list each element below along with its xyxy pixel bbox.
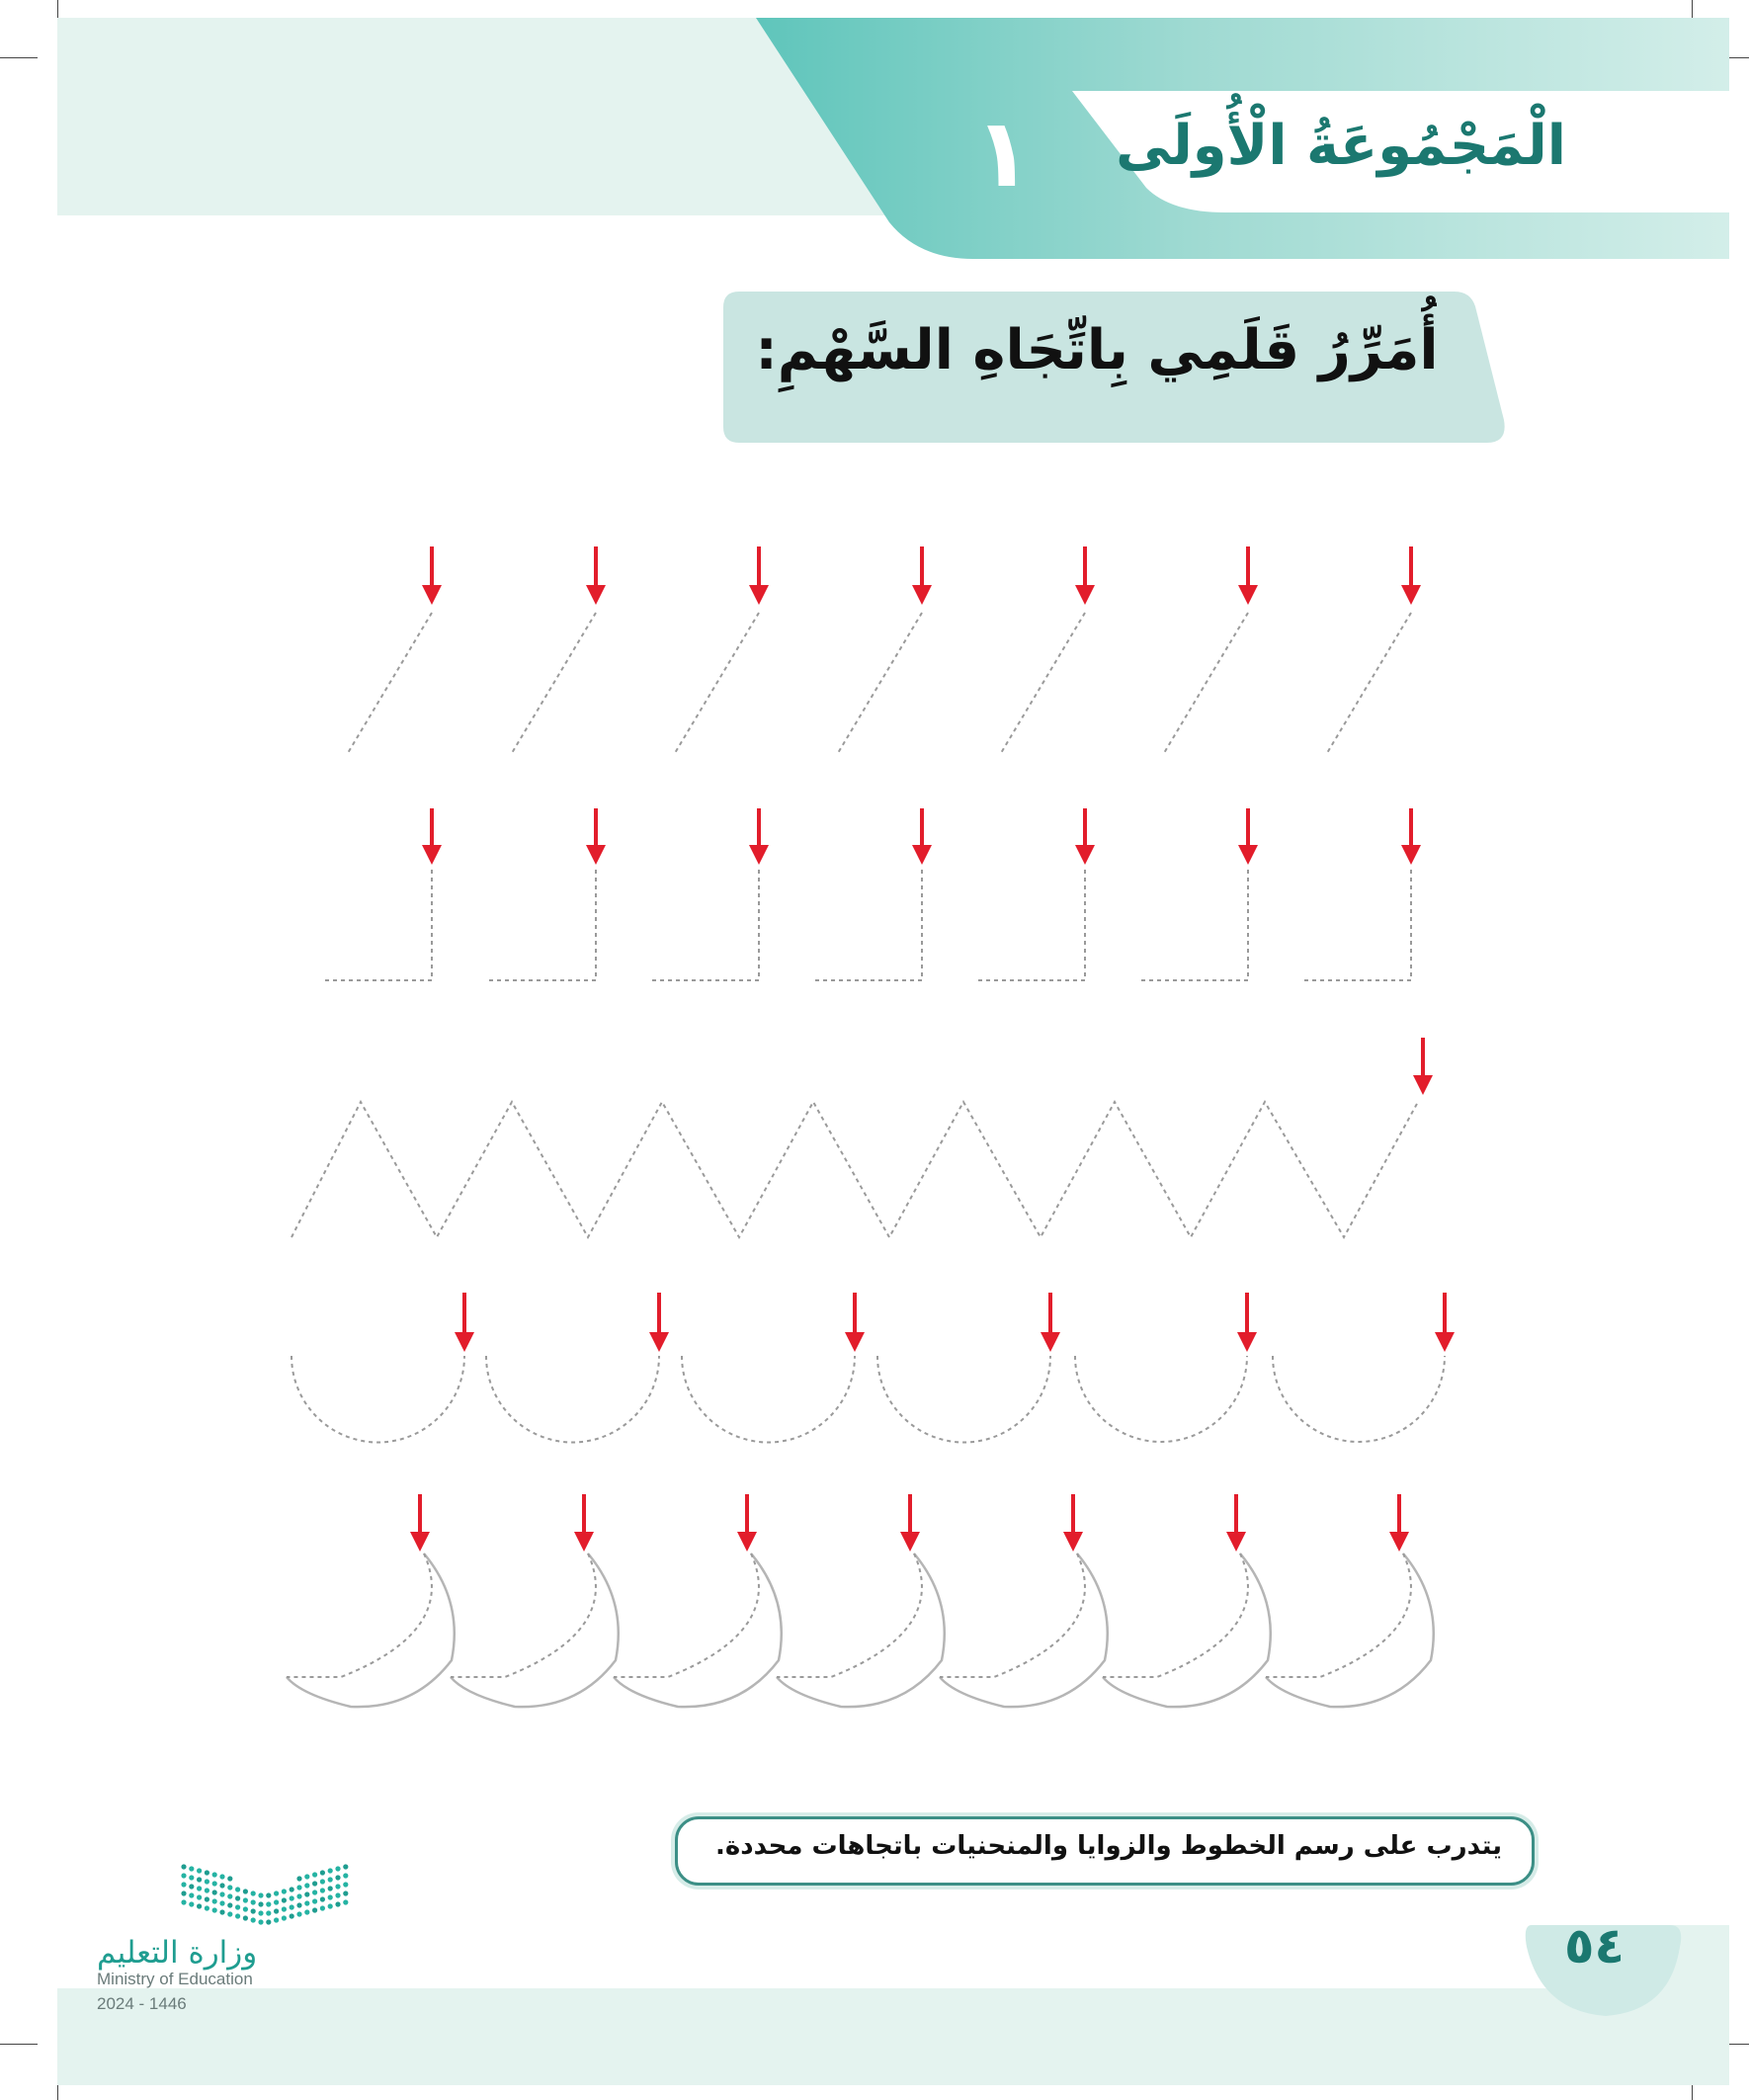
logo-dot [296,1885,301,1890]
arrow-down-icon [912,585,932,605]
logo-dot [181,1890,186,1895]
logo-dot [320,1896,325,1901]
logo-dot [343,1864,348,1869]
logo-dot [296,1893,301,1898]
logo-dot [243,1897,248,1902]
logo-dot [312,1890,317,1894]
dotted-trace-line [940,1554,1085,1677]
logo-dot [266,1910,271,1915]
logo-dot [274,1899,279,1904]
arrow-down-icon [912,845,932,865]
arrow-down-icon [649,1332,669,1352]
logo-dot [197,1877,202,1882]
logo-dot [212,1898,217,1903]
crescent-outline [287,1554,455,1707]
logo-dot [312,1872,317,1877]
logo-dot [320,1905,325,1910]
arrow-down-icon [737,1532,757,1552]
dotted-trace-line [323,870,432,980]
arrow-down-icon [422,585,442,605]
logo-dot [235,1913,240,1918]
crescent-outline [777,1554,945,1707]
logo-dot [296,1911,301,1916]
arrow-down-icon [900,1532,920,1552]
logo-dot [335,1892,340,1897]
logo-dot [335,1901,340,1906]
logo-dot [243,1906,248,1911]
arrow-down-icon [1075,845,1095,865]
logo-dot [296,1876,301,1881]
logo-dot [343,1890,348,1895]
dotted-trace-line [976,870,1085,980]
logo-dot [258,1919,263,1924]
arrow-down-icon [845,1332,865,1352]
dotted-trace-line [1164,613,1248,753]
logo-dot [328,1886,333,1890]
logo-dot [290,1913,294,1918]
logo-dot [282,1915,287,1920]
dotted-trace-line [487,870,596,980]
logo-dot [304,1874,309,1879]
logo-dot [219,1874,224,1879]
crescent-outline [451,1554,619,1707]
logo-dot [181,1899,186,1904]
logo-dot [189,1892,194,1897]
logo-dot [219,1891,224,1896]
dotted-trace-line [1302,870,1411,980]
logo-dot [290,1904,294,1909]
ministry-logo-icon [178,1858,356,1932]
dotted-trace-line [1273,1356,1445,1442]
logo-dot [258,1910,263,1915]
dotted-trace-line [292,1356,464,1443]
logo-dot [205,1870,209,1875]
objective-box [675,1816,1535,1886]
logo-dot [290,1895,294,1900]
logo-dot [227,1911,232,1916]
logo-dot [251,1890,256,1895]
logo-dot [258,1892,263,1897]
logo-dot [219,1883,224,1888]
arrow-down-icon [1226,1532,1246,1552]
dotted-trace-line [675,613,759,753]
dotted-trace-line [287,1554,432,1677]
logo-dot [320,1870,325,1875]
logo-dot [205,1896,209,1901]
logo-dot [243,1915,248,1920]
arrow-down-icon [1063,1532,1083,1552]
page-number: ٥٤ [1563,1917,1625,1974]
dotted-trace-line [877,1356,1050,1443]
logo-dot [258,1901,263,1906]
logo-dot [328,1868,333,1873]
dotted-trace-line [451,1554,596,1677]
logo-dot [227,1902,232,1907]
logo-dot [235,1887,240,1891]
logo-dot [320,1879,325,1884]
arrow-down-icon [1389,1532,1409,1552]
objective-text: يتدرب على رسم الخطوط والزوايا والمنحنيات باتجاهات محددة. [715,1831,1502,1861]
logo-dot [219,1909,224,1914]
logo-dot [312,1907,317,1912]
logo-dot [212,1872,217,1877]
arrow-down-icon [1041,1332,1060,1352]
logo-dot [212,1907,217,1912]
dotted-trace-line [650,870,759,980]
dotted-trace-line [1139,870,1248,980]
arrow-down-icon [1238,845,1258,865]
arrow-down-icon [586,585,606,605]
logo-dot [328,1894,333,1899]
logo-dot [274,1917,279,1922]
crescent-outline [614,1554,782,1707]
logo-dot [296,1902,301,1907]
logo-dot [227,1885,232,1890]
arrow-down-icon [586,845,606,865]
logo-dot [320,1888,325,1892]
logo-dot [235,1895,240,1900]
logo-dot [243,1889,248,1893]
dotted-trace-line [813,870,922,980]
dotted-trace-line [348,613,432,753]
arrow-down-icon [1401,585,1421,605]
logo-dot [343,1873,348,1878]
logo-dot [266,1892,271,1897]
arrow-down-icon [1413,1075,1433,1095]
logo-dot [266,1901,271,1906]
logo-dot [251,1908,256,1913]
edition-year: 2024 - 1446 [97,1994,187,2013]
logo-dot [343,1882,348,1887]
logo-dot [290,1887,294,1891]
logo-dot [181,1864,186,1869]
logo-dot [189,1884,194,1889]
logo-dot [205,1879,209,1884]
dotted-trace-line [292,1102,1418,1237]
dotted-trace-line [1075,1356,1247,1442]
logo-dot [335,1884,340,1889]
dotted-trace-line [838,613,922,753]
dotted-trace-line [486,1356,659,1443]
logo-dot [312,1898,317,1903]
logo-dot [343,1899,348,1904]
dotted-trace-line [777,1554,922,1677]
arrow-down-icon [1237,1332,1257,1352]
arrow-down-icon [422,845,442,865]
logo-dot [304,1900,309,1905]
logo-dot [189,1901,194,1906]
logo-dot [251,1917,256,1922]
dotted-trace-line [682,1356,855,1443]
logo-dot [274,1908,279,1913]
logo-dot [274,1890,279,1895]
dotted-trace-line [1103,1554,1248,1677]
dotted-trace-line [1266,1554,1411,1677]
logo-dot [266,1919,271,1924]
logo-dot [205,1905,209,1910]
arrow-down-icon [410,1532,430,1552]
logo-dot [335,1875,340,1880]
arrow-down-icon [1075,585,1095,605]
logo-dot [181,1873,186,1878]
logo-dot [282,1897,287,1902]
logo-dot [227,1876,232,1881]
arrow-down-icon [1401,845,1421,865]
crescent-outline [1266,1554,1434,1707]
logo-dot [212,1881,217,1886]
logo-dot [335,1866,340,1871]
logo-dot [189,1875,194,1880]
logo-dot [197,1894,202,1899]
arrow-down-icon [749,845,769,865]
logo-dot [219,1900,224,1905]
dotted-trace-line [1327,613,1411,753]
crescent-outline [940,1554,1108,1707]
crescent-outline [1103,1554,1271,1707]
logo-dot [251,1899,256,1904]
ministry-name-arabic: وزارة التعليم [97,1935,258,1971]
arrow-down-icon [749,585,769,605]
arrow-down-icon [1238,585,1258,605]
dotted-trace-line [1001,613,1085,753]
ministry-name-english: Ministry of Education [97,1970,253,1988]
logo-dot [189,1866,194,1871]
arrow-down-icon [455,1332,474,1352]
instruction-text: أُمَرِّرُ قَلَمِي بِاتِّجَاهِ السَّهْمِ: [755,318,1439,382]
logo-dot [282,1906,287,1911]
logo-dot [235,1904,240,1909]
logo-dot [227,1893,232,1898]
arrow-down-icon [1435,1332,1455,1352]
dotted-trace-line [614,1554,759,1677]
logo-dot [212,1890,217,1894]
group-title: الْمَجْمُوعَةُ الْأُولَى [1116,114,1566,178]
dotted-trace-line [512,613,596,753]
logo-dot [282,1889,287,1893]
logo-dot [197,1903,202,1908]
logo-dot [181,1882,186,1887]
arrow-down-icon [574,1532,594,1552]
logo-dot [328,1903,333,1908]
logo-dot [304,1909,309,1914]
logo-dot [304,1891,309,1896]
logo-dot [312,1881,317,1886]
logo-dot [328,1877,333,1882]
logo-dot [197,1886,202,1890]
logo-dot [197,1868,202,1873]
group-number: ١ [973,98,1033,209]
logo-dot [205,1888,209,1892]
logo-dot [304,1883,309,1888]
